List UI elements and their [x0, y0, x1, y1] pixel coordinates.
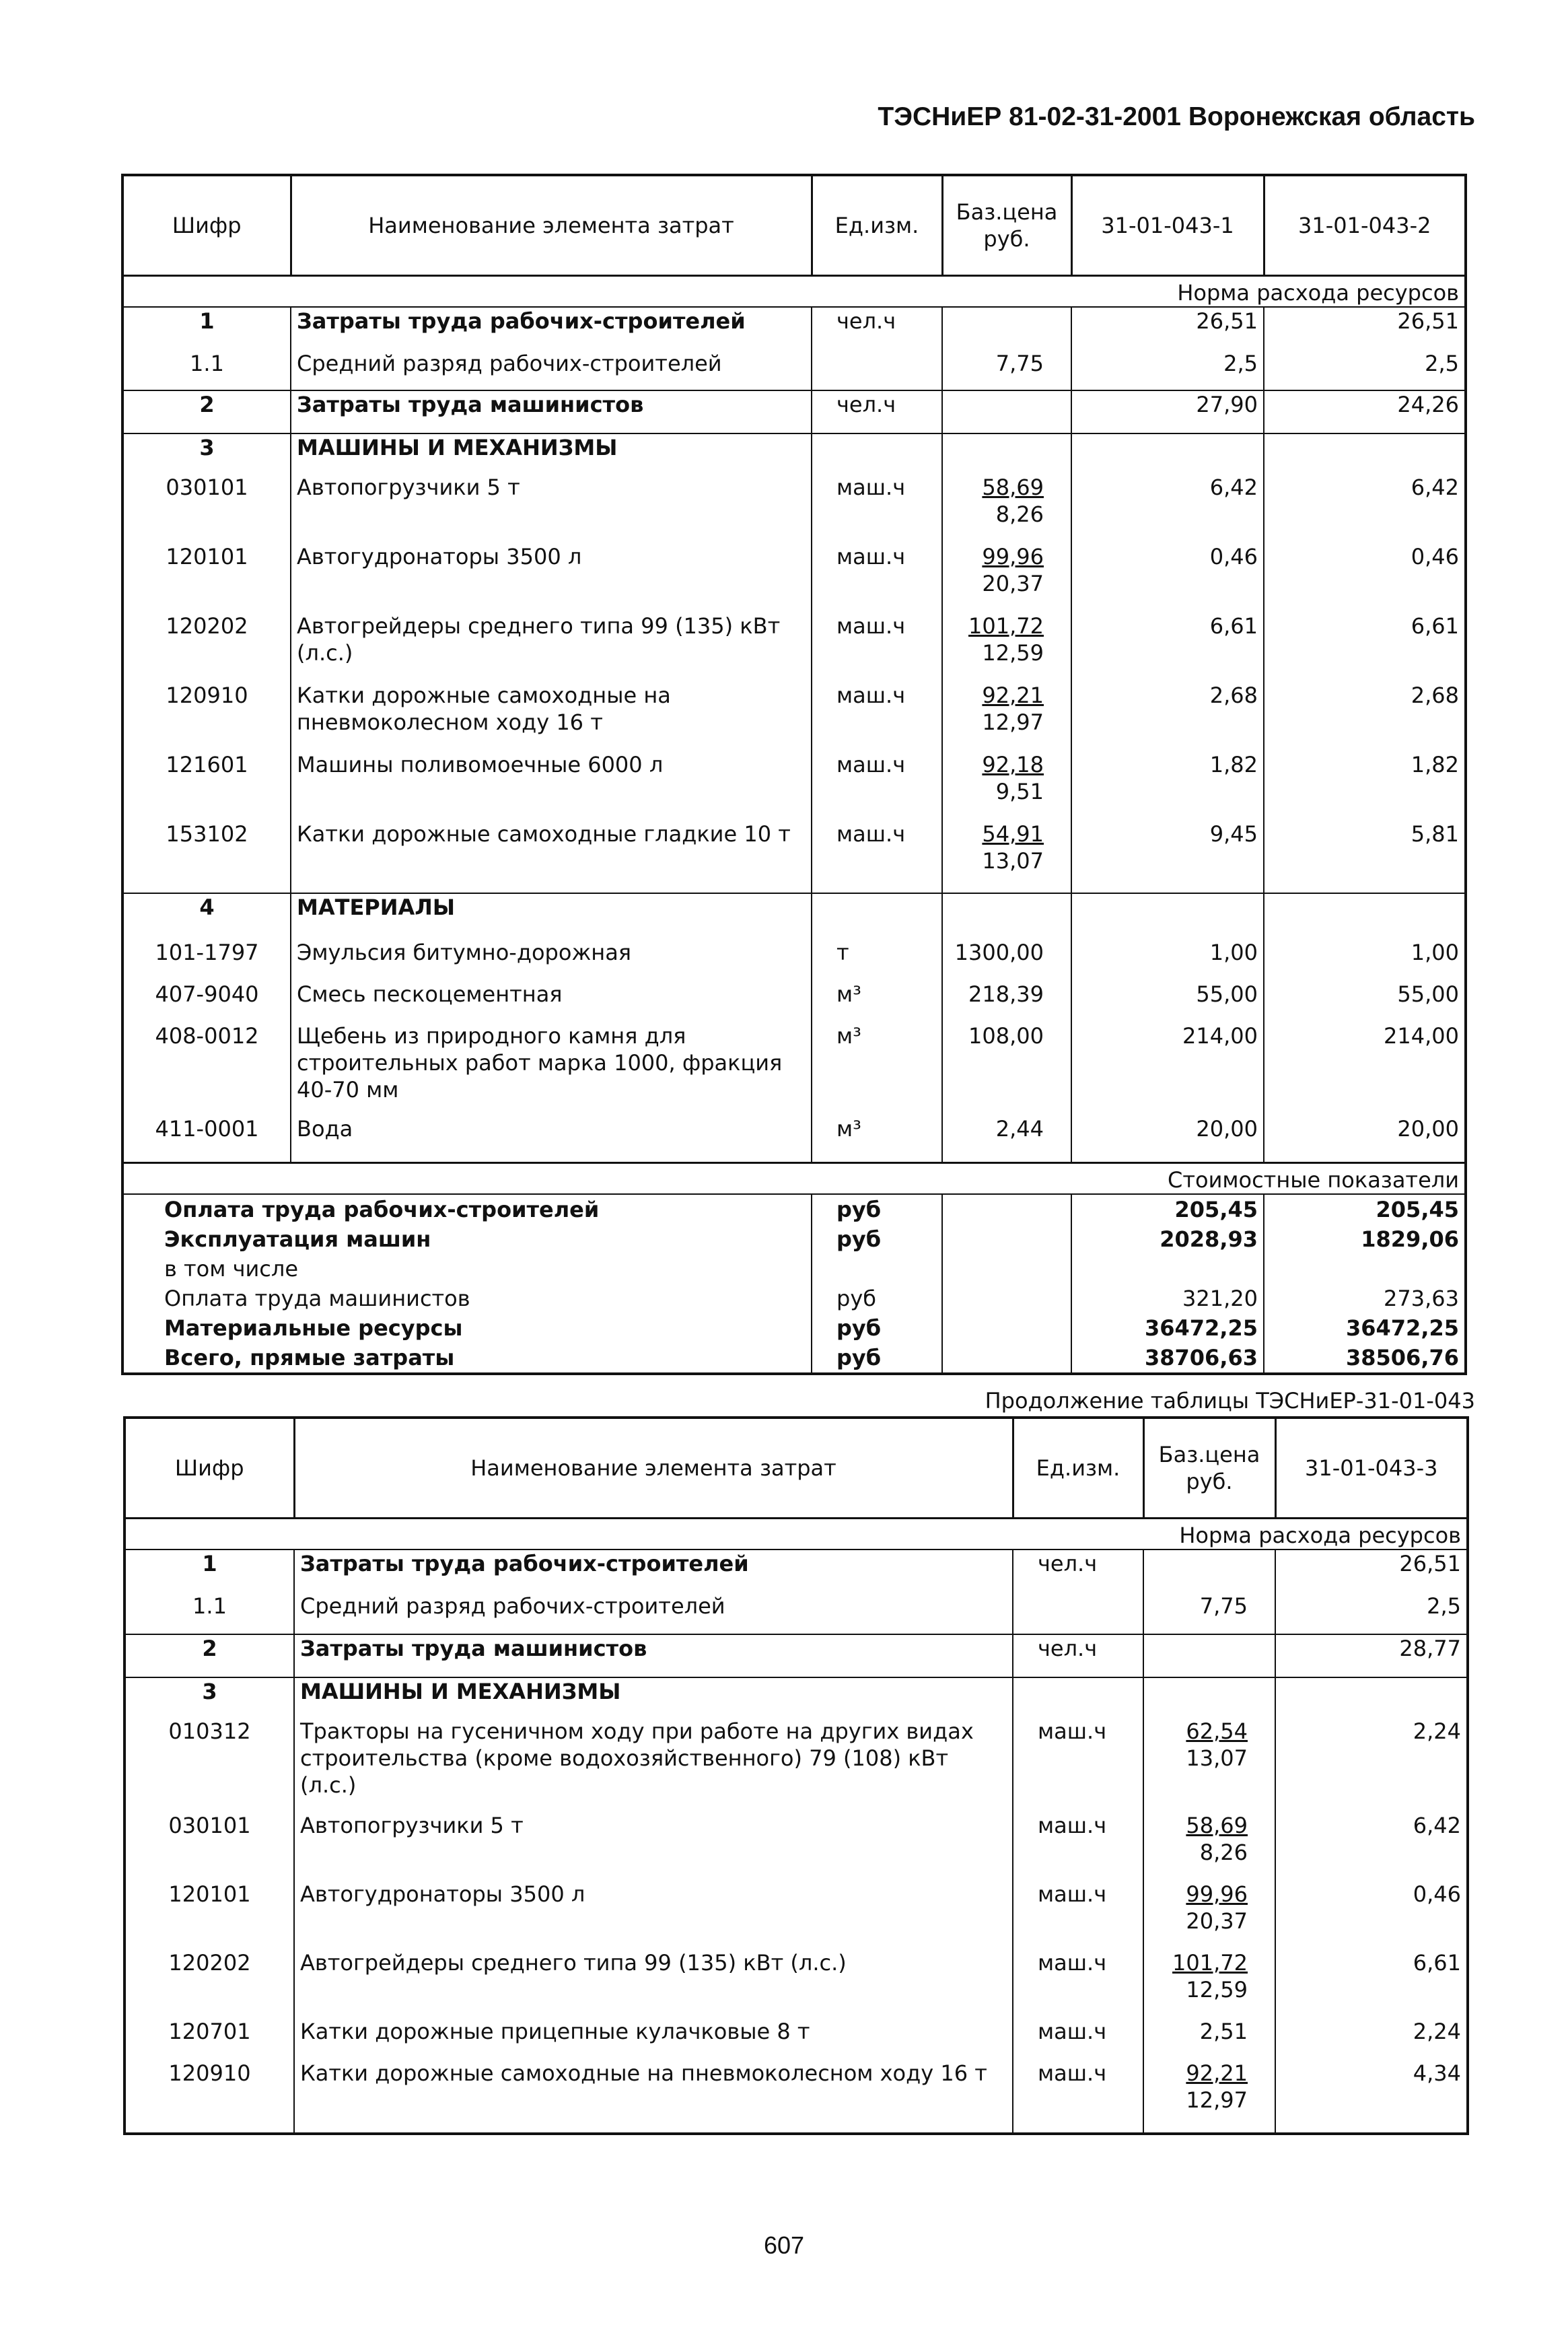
price-wage-value: 9,51	[995, 779, 1044, 804]
row-price	[942, 893, 1071, 939]
page-number: 607	[763, 2231, 805, 2259]
norm-subheader: Норма расхода ресурсов	[124, 1519, 1468, 1550]
row-name: Средний разряд рабочих-строителей	[291, 350, 812, 390]
row-code: 030101	[122, 474, 291, 543]
row-price	[942, 307, 1071, 350]
table-row	[124, 1549, 1468, 1593]
row-code: 1.1	[124, 1593, 294, 1634]
row-unit: маш.ч	[812, 821, 942, 893]
price-value: 54,91	[982, 821, 1044, 847]
row-value: 9,45	[1071, 821, 1264, 893]
row-name: Тракторы на гусеничном ходу при работе на других видах строительства (кроме водохозяйственного) 79 (108) кВт (л.с.)	[294, 1718, 1013, 1812]
row-code: 1	[122, 307, 291, 350]
totals-price	[942, 1224, 1071, 1254]
totals-value: 38506,76	[1264, 1343, 1466, 1374]
table-header-row	[124, 1418, 1468, 1519]
totals-price	[942, 1254, 1071, 1284]
row-value: 214,00	[1071, 1022, 1264, 1115]
totals-row	[122, 1313, 1466, 1343]
totals-value	[1264, 1254, 1466, 1284]
price-value: 58,69	[1186, 1813, 1248, 1838]
row-code: 408-0012	[122, 1022, 291, 1115]
row-unit: маш.ч	[812, 682, 942, 751]
row-value: 5,81	[1264, 821, 1466, 893]
totals-price	[942, 1194, 1071, 1224]
row-value: 2,24	[1275, 1718, 1468, 1812]
column-header: Ед.изм.	[812, 175, 942, 276]
row-value: 6,61	[1264, 613, 1466, 682]
row-code: 407-9040	[122, 981, 291, 1022]
row-name: Катки дорожные самоходные гладкие 10 т	[291, 821, 812, 893]
row-unit	[812, 433, 942, 474]
price-wage-value: 13,07	[1186, 1745, 1248, 1771]
row-name: Затраты труда рабочих-строителей	[291, 307, 812, 350]
table-row	[124, 1949, 1468, 2018]
row-code: 411-0001	[122, 1115, 291, 1162]
row-unit: маш.ч	[812, 613, 942, 682]
row-price	[942, 543, 1071, 613]
row-price	[1143, 1881, 1275, 1949]
row-code: 101-1797	[122, 939, 291, 981]
totals-value: 205,45	[1071, 1194, 1264, 1224]
table-row	[122, 613, 1466, 682]
price-value: 99,96	[1186, 1881, 1248, 1907]
price-wage-value: 20,37	[982, 571, 1044, 596]
row-value: 26,51	[1264, 307, 1466, 350]
column-header: Баз.цена руб.	[1143, 1418, 1275, 1519]
row-code: 121601	[122, 751, 291, 821]
totals-value: 1829,06	[1264, 1224, 1466, 1254]
row-value: 2,68	[1071, 682, 1264, 751]
column-header: 31-01-043-2	[1264, 175, 1466, 276]
price-wage-value: 8,26	[995, 501, 1044, 527]
table-row	[122, 939, 1466, 981]
column-header: 31-01-043-3	[1275, 1418, 1468, 1519]
row-name: Автопогрузчики 5 т	[294, 1812, 1013, 1881]
table-body	[122, 307, 1466, 1162]
price-value: 2,44	[995, 1116, 1044, 1142]
row-code: 030101	[124, 1812, 294, 1881]
row-name: Средний разряд рабочих-строителей	[294, 1593, 1013, 1634]
row-value: 1,00	[1071, 939, 1264, 981]
row-unit	[812, 893, 942, 939]
row-value	[1275, 1677, 1468, 1718]
totals-unit: руб	[812, 1224, 942, 1254]
totals-unit: руб	[812, 1313, 942, 1343]
row-unit: чел.ч	[812, 390, 942, 433]
row-value: 26,51	[1275, 1549, 1468, 1593]
row-name: Машины поливомоечные 6000 л	[291, 751, 812, 821]
row-value: 1,00	[1264, 939, 1466, 981]
row-code: 2	[122, 390, 291, 433]
row-price	[1143, 1593, 1275, 1634]
row-code: 120910	[122, 682, 291, 751]
row-name: Эмульсия битумно-дорожная	[291, 939, 812, 981]
totals-value: 38706,63	[1071, 1343, 1264, 1374]
price-value: 101,72	[1172, 1950, 1248, 1976]
column-header: Наименование элемента затрат	[291, 175, 812, 276]
row-unit: м³	[812, 1115, 942, 1162]
row-value: 2,5	[1275, 1593, 1468, 1634]
row-code: 4	[122, 893, 291, 939]
row-value: 28,77	[1275, 1634, 1468, 1677]
column-header: Шифр	[122, 175, 291, 276]
row-value: 214,00	[1264, 1022, 1466, 1115]
table-row	[124, 2060, 1468, 2134]
price-wage-value: 8,26	[1199, 1840, 1248, 1865]
price-value: 92,21	[982, 683, 1044, 708]
row-price	[942, 1115, 1071, 1162]
table-row	[122, 751, 1466, 821]
row-code: 1	[124, 1549, 294, 1593]
row-code: 2	[124, 1634, 294, 1677]
row-value: 6,42	[1264, 474, 1466, 543]
column-header: Баз.цена руб.	[942, 175, 1071, 276]
totals-label: в том числе	[164, 1255, 298, 1282]
row-unit: маш.ч	[1013, 2018, 1143, 2060]
totals-unit	[812, 1254, 942, 1284]
row-code: 010312	[124, 1718, 294, 1812]
totals-unit: руб	[812, 1194, 942, 1224]
row-value: 20,00	[1264, 1115, 1466, 1162]
price-value: 2,51	[1199, 2019, 1248, 2044]
column-header: Ед.изм.	[1013, 1418, 1143, 1519]
row-price	[1143, 1549, 1275, 1593]
totals-value: 321,20	[1071, 1284, 1264, 1313]
row-price	[1143, 1812, 1275, 1881]
totals-value: 205,45	[1264, 1194, 1466, 1224]
totals-unit: руб	[812, 1343, 942, 1374]
totals-label: Эксплуатация машин	[164, 1226, 431, 1252]
price-value: 92,21	[1186, 2060, 1248, 2086]
row-price	[942, 1022, 1071, 1115]
price-wage-value: 12,97	[982, 709, 1044, 735]
row-value: 2,5	[1071, 350, 1264, 390]
price-value: 62,54	[1186, 1718, 1248, 1744]
table-row	[122, 981, 1466, 1022]
column-header: Шифр	[124, 1418, 294, 1519]
table-row	[122, 307, 1466, 350]
cost-subheader-row	[122, 1162, 1466, 1194]
row-price	[942, 433, 1071, 474]
row-value: 24,26	[1264, 390, 1466, 433]
row-value: 55,00	[1264, 981, 1466, 1022]
table-row	[124, 2018, 1468, 2060]
price-value: 92,18	[982, 752, 1044, 777]
price-wage-value: 20,37	[1186, 1908, 1248, 1934]
row-code: 3	[122, 433, 291, 474]
cost-subheader: Стоимостные показатели	[122, 1162, 1466, 1194]
row-name: МАТЕРИАЛЫ	[291, 893, 812, 939]
price-wage-value: 12,97	[1186, 2087, 1248, 2113]
row-unit	[1013, 1593, 1143, 1634]
totals-row	[122, 1343, 1466, 1374]
row-name: Автогудронаторы 3500 л	[294, 1881, 1013, 1949]
table-row	[122, 350, 1466, 390]
price-value: 58,69	[982, 475, 1044, 500]
totals-price	[942, 1313, 1071, 1343]
norm-subheader: Норма расхода ресурсов	[122, 276, 1466, 308]
row-code: 120202	[122, 613, 291, 682]
row-value: 0,46	[1264, 543, 1466, 613]
row-value: 1,82	[1264, 751, 1466, 821]
totals-value: 273,63	[1264, 1284, 1466, 1313]
row-name: Затраты труда машинистов	[291, 390, 812, 433]
row-name: МАШИНЫ И МЕХАНИЗМЫ	[291, 433, 812, 474]
totals-row	[122, 1194, 1466, 1224]
totals-value	[1071, 1254, 1264, 1284]
row-price	[942, 821, 1071, 893]
row-name: Автогрейдеры среднего типа 99 (135) кВт (л.с.)	[291, 613, 812, 682]
row-unit: чел.ч	[812, 307, 942, 350]
row-name: Катки дорожные самоходные на пневмоколесном ходу 16 т	[291, 682, 812, 751]
totals-price	[942, 1343, 1071, 1374]
table-body	[124, 1549, 1468, 2134]
table-row	[122, 543, 1466, 613]
row-name: Затраты труда машинистов	[294, 1634, 1013, 1677]
table-row	[122, 682, 1466, 751]
table-row	[122, 390, 1466, 433]
totals-price	[942, 1284, 1071, 1313]
row-value: 6,42	[1275, 1812, 1468, 1881]
row-price	[1143, 1634, 1275, 1677]
price-value: 1300,00	[954, 940, 1044, 965]
row-unit: маш.ч	[1013, 1812, 1143, 1881]
price-value: 218,39	[968, 981, 1044, 1007]
row-name: Затраты труда рабочих-строителей	[294, 1549, 1013, 1593]
totals-value: 36472,25	[1264, 1313, 1466, 1343]
resource-table-1	[121, 174, 1467, 1375]
table-row	[124, 1593, 1468, 1634]
row-unit: маш.ч	[1013, 1718, 1143, 1812]
row-unit: т	[812, 939, 942, 981]
row-value: 0,46	[1071, 543, 1264, 613]
row-code: 153102	[122, 821, 291, 893]
row-unit: маш.ч	[1013, 1881, 1143, 1949]
price-wage-value: 12,59	[1186, 1977, 1248, 2003]
row-value: 55,00	[1071, 981, 1264, 1022]
row-unit	[812, 350, 942, 390]
row-code: 120202	[124, 1949, 294, 2018]
row-value: 6,61	[1275, 1949, 1468, 2018]
row-value: 4,34	[1275, 2060, 1468, 2134]
row-code: 120910	[124, 2060, 294, 2134]
table-row	[124, 1881, 1468, 1949]
table-row	[122, 474, 1466, 543]
row-value: 20,00	[1071, 1115, 1264, 1162]
column-header: 31-01-043-1	[1071, 175, 1264, 276]
row-value: 0,46	[1275, 1881, 1468, 1949]
row-price	[942, 751, 1071, 821]
row-name: МАШИНЫ И МЕХАНИЗМЫ	[294, 1677, 1013, 1718]
row-name: Катки дорожные самоходные на пневмоколесном ходу 16 т	[294, 2060, 1013, 2134]
table-row	[122, 1115, 1466, 1162]
row-value	[1264, 433, 1466, 474]
totals-unit: руб	[812, 1284, 942, 1313]
norm-subheader-row	[124, 1519, 1468, 1550]
row-value: 2,24	[1275, 2018, 1468, 2060]
row-price	[942, 390, 1071, 433]
row-price	[1143, 1949, 1275, 2018]
row-name: Автогудронаторы 3500 л	[291, 543, 812, 613]
row-unit: м³	[812, 1022, 942, 1115]
row-name: Смесь пескоцементная	[291, 981, 812, 1022]
row-unit: чел.ч	[1013, 1634, 1143, 1677]
row-value	[1071, 893, 1264, 939]
row-name: Вода	[291, 1115, 812, 1162]
row-name: Автопогрузчики 5 т	[291, 474, 812, 543]
price-wage-value: 12,59	[982, 640, 1044, 666]
row-unit: маш.ч	[812, 751, 942, 821]
totals-label: Оплата труда рабочих-строителей	[164, 1196, 600, 1222]
row-price	[1143, 2018, 1275, 2060]
page-header: ТЭСНиЕР 81-02-31-2001 Воронежская область	[878, 102, 1475, 131]
row-unit: маш.ч	[812, 543, 942, 613]
table-row	[124, 1812, 1468, 1881]
totals-value: 2028,93	[1071, 1224, 1264, 1254]
totals-body	[122, 1194, 1466, 1374]
row-price	[1143, 1718, 1275, 1812]
totals-value: 36472,25	[1071, 1313, 1264, 1343]
totals-label: Оплата труда машинистов	[164, 1285, 470, 1311]
row-price	[942, 350, 1071, 390]
row-price	[942, 981, 1071, 1022]
table-row	[122, 821, 1466, 893]
row-value: 27,90	[1071, 390, 1264, 433]
price-wage-value: 13,07	[982, 848, 1044, 874]
row-code: 1.1	[122, 350, 291, 390]
row-unit: чел.ч	[1013, 1549, 1143, 1593]
table-row	[122, 893, 1466, 939]
table-header-row	[122, 175, 1466, 276]
price-value: 99,96	[982, 544, 1044, 569]
totals-label: Всего, прямые затраты	[164, 1344, 455, 1370]
totals-row	[122, 1254, 1466, 1284]
totals-label: Материальные ресурсы	[164, 1315, 463, 1341]
row-value	[1264, 893, 1466, 939]
row-unit: маш.ч	[812, 474, 942, 543]
row-name: Автогрейдеры среднего типа 99 (135) кВт (л.с.)	[294, 1949, 1013, 2018]
row-code: 120701	[124, 2018, 294, 2060]
table-row	[122, 433, 1466, 474]
price-value: 7,75	[1199, 1593, 1248, 1619]
norm-subheader-row	[122, 276, 1466, 308]
continuation-caption: Продолжение таблицы ТЭСНиЕР-31-01-043	[985, 1388, 1475, 1414]
row-unit	[1013, 1677, 1143, 1718]
row-code: 3	[124, 1677, 294, 1718]
table-row	[124, 1718, 1468, 1812]
row-price	[1143, 2060, 1275, 2134]
row-price	[942, 474, 1071, 543]
row-value	[1071, 433, 1264, 474]
row-unit: маш.ч	[1013, 1949, 1143, 2018]
row-value: 6,61	[1071, 613, 1264, 682]
price-value: 7,75	[995, 351, 1044, 376]
row-price	[942, 613, 1071, 682]
row-price	[942, 939, 1071, 981]
row-code: 120101	[122, 543, 291, 613]
row-value: 6,42	[1071, 474, 1264, 543]
row-price	[942, 682, 1071, 751]
row-name: Катки дорожные прицепные кулачковые 8 т	[294, 2018, 1013, 2060]
table-row	[124, 1634, 1468, 1677]
row-value: 1,82	[1071, 751, 1264, 821]
table-row	[122, 1022, 1466, 1115]
row-name: Щебень из природного камня для строительных работ марка 1000, фракция 40-70 мм	[291, 1022, 812, 1115]
row-code: 120101	[124, 1881, 294, 1949]
totals-row	[122, 1224, 1466, 1254]
resource-table-2	[123, 1416, 1469, 2135]
price-value: 101,72	[968, 613, 1044, 639]
totals-row	[122, 1284, 1466, 1313]
row-value: 26,51	[1071, 307, 1264, 350]
row-unit: маш.ч	[1013, 2060, 1143, 2134]
row-value: 2,68	[1264, 682, 1466, 751]
price-value: 108,00	[968, 1023, 1044, 1049]
column-header: Наименование элемента затрат	[294, 1418, 1013, 1519]
table-row	[124, 1677, 1468, 1718]
row-price	[1143, 1677, 1275, 1718]
row-unit: м³	[812, 981, 942, 1022]
row-value: 2,5	[1264, 350, 1466, 390]
